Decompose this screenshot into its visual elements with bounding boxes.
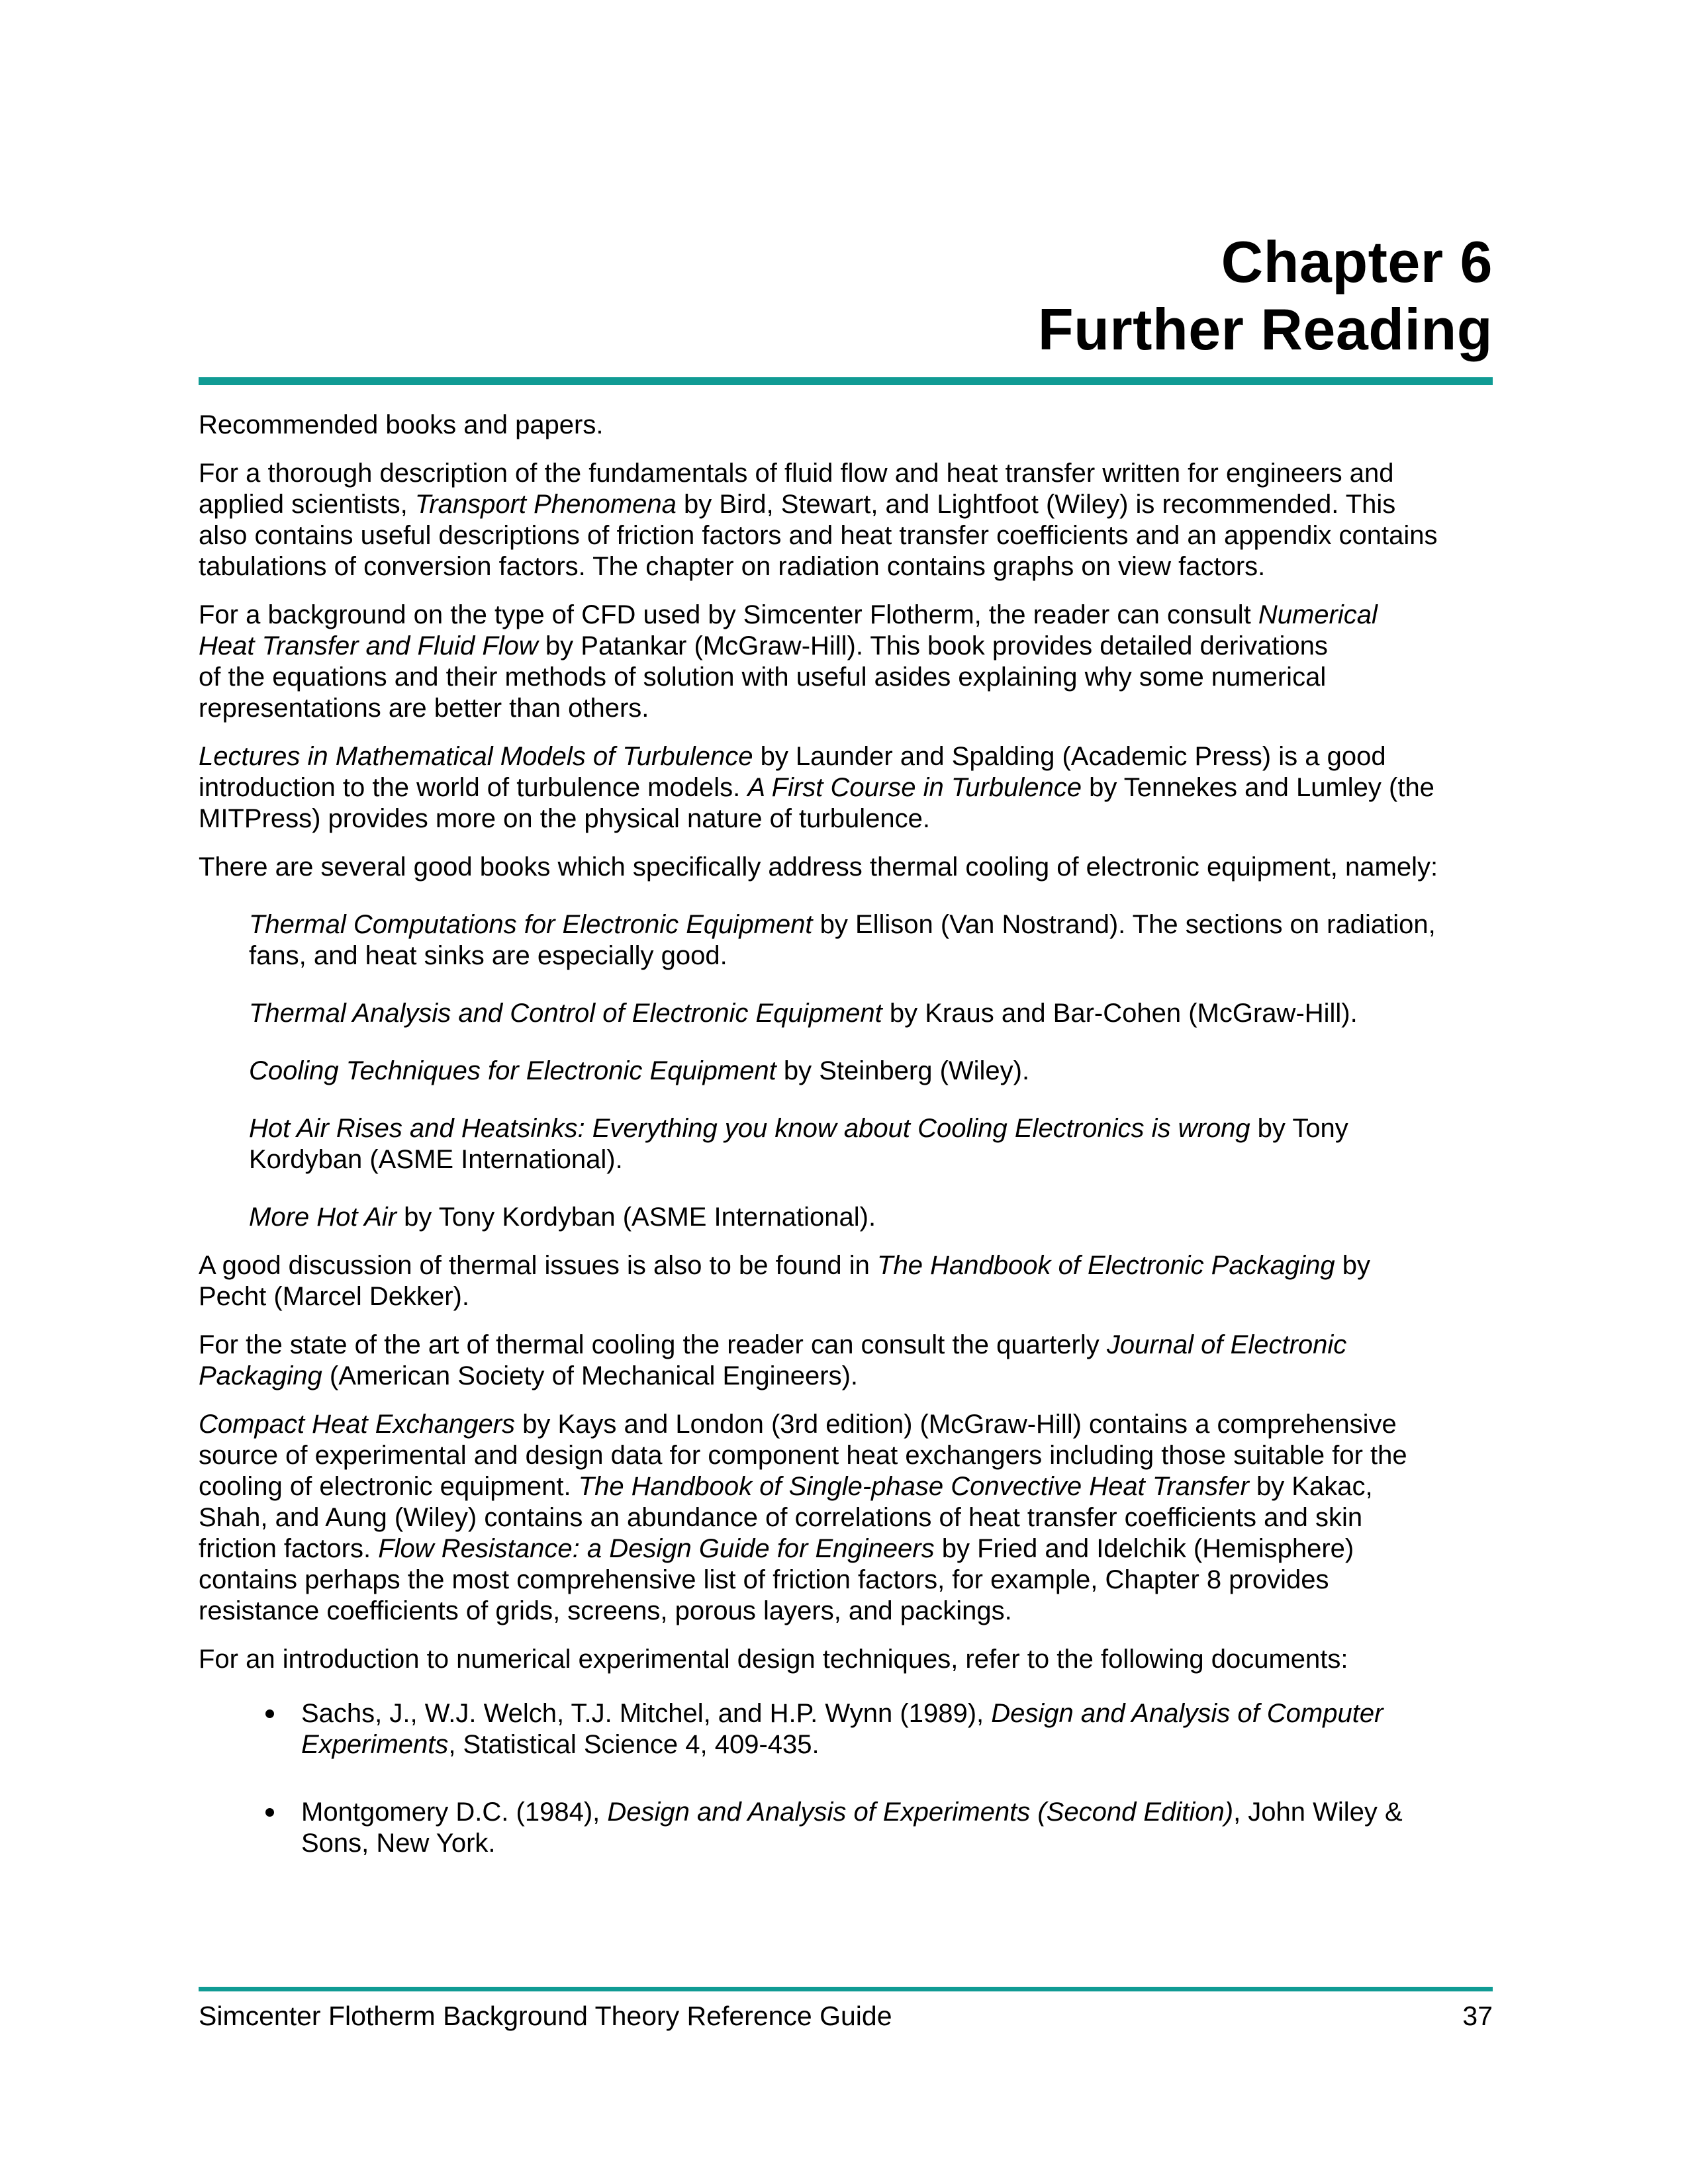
- paragraph-handbook-electronic-packaging: A good discussion of thermal issues is also to be found in The Handbook of Electronic Packaging by Pecht (Marcel Dekker).: [199, 1251, 1370, 1311]
- paragraph-journal-electronic-packaging: For the state of the art of thermal cooling the reader can consult the quarterly Journal of Electronic Packaging (American Society of Mechanical Engineers).: [199, 1330, 1347, 1390]
- bullet-text: Sachs, J., W.J. Welch, T.J. Mitchel, and H.P. Wynn (1989), Design and Analysis of Computer Experiments, Statistical Science 4, 409-435.: [301, 1699, 1383, 1759]
- page-footer: [199, 1987, 1493, 2032]
- paragraph-several-good-books: There are several good books which specifically address thermal cooling of electronic equipment, namely:: [199, 852, 1438, 882]
- book-item-more-hot-air: More Hot Air by Tony Kordyban (ASME International).: [249, 1203, 876, 1232]
- paragraph-cfd-background: For a background on the type of CFD used by Simcenter Flotherm, the reader can consult Numerical Heat Transfer and Fluid Flow by Patankar (McGraw-Hill). This book provides detailed derivations of the equations and their methods of solution with useful asides explaining why some numerical representations are better than others.: [199, 600, 1378, 723]
- chapter-title: [199, 228, 1493, 363]
- book-item-thermal-computations: Thermal Computations for Electronic Equipment by Ellison (Van Nostrand). The sections on radiation, fans, and heat sinks are especially good.: [249, 910, 1436, 970]
- footer-page-number: 37: [1462, 2001, 1493, 2031]
- bullet-icon: [265, 1709, 274, 1718]
- chapter-header: [199, 228, 1493, 385]
- paragraph-transport-phenomena: For a thorough description of the fundamentals of fluid flow and heat transfer written for engineers and applied scientists, Transport Phenomena by Bird, Stewart, and Lightfoot (Wiley) is recommended. This also contains useful descriptions of friction factors and heat transfer coefficients and an appendix contains tabulations of conversion factors. The chapter on radiation contains graphs on view factors.: [199, 459, 1438, 581]
- paragraph-turbulence: Lectures in Mathematical Models of Turbulence by Launder and Spalding (Academic Press) is a good introduction to the world of turbulence models. A First Course in Turbulence by Tennekes and Lumley (the MITPress) provides more on the physical nature of turbulence.: [199, 742, 1434, 833]
- body-text: [199, 410, 1493, 1859]
- bullet-icon: [265, 1808, 274, 1817]
- paragraph-compact-heat-exchangers: Compact Heat Exchangers by Kays and London (3rd edition) (McGraw-Hill) contains a comprehensive source of experimental and design data for component heat exchangers including those suitable for the cooling of electronic equipment. The Handbook of Single-phase Convective Heat Transfer by Kakac, Shah, and Aung (Wiley) contains an abundance of correlations of heat transfer coefficients and skin friction factors. Flow Resistance: a Design Guide for Engineers by Fried and Idelchik (Hemisphere) contains perhaps the most comprehensive list of friction factors, for example, Chapter 8 provides resistance coefficients of grids, screens, porous layers, and packings.: [199, 1410, 1407, 1625]
- chapter-number-line: Chapter 6: [1221, 229, 1493, 295]
- footer-row: [199, 2001, 1493, 2032]
- bullet-item-montgomery: [199, 1797, 1493, 1859]
- footer-doc-title: Simcenter Flotherm Background Theory Reference Guide: [199, 2001, 892, 2031]
- bullet-item-sachs: [199, 1698, 1493, 1760]
- footer-rule: [199, 1987, 1493, 1991]
- chapter-name-line: Further Reading: [1037, 296, 1493, 362]
- book-item-cooling-techniques: Cooling Techniques for Electronic Equipment by Steinberg (Wiley).: [249, 1056, 1030, 1085]
- book-item-thermal-analysis: Thermal Analysis and Control of Electronic Equipment by Kraus and Bar-Cohen (McGraw-Hill).: [249, 999, 1358, 1028]
- title-rule: [199, 377, 1493, 385]
- paragraph-intro: Recommended books and papers.: [199, 410, 604, 439]
- paragraph-numerical-experimental-design: For an introduction to numerical experimental design techniques, refer to the following documents:: [199, 1645, 1348, 1674]
- bullet-text: Montgomery D.C. (1984), Design and Analysis of Experiments (Second Edition), John Wiley & Sons, New York.: [301, 1797, 1403, 1858]
- book-item-hot-air-rises: Hot Air Rises and Heatsinks: Everything you know about Cooling Electronics is wrong by Tony Kordyban (ASME International).: [249, 1114, 1348, 1174]
